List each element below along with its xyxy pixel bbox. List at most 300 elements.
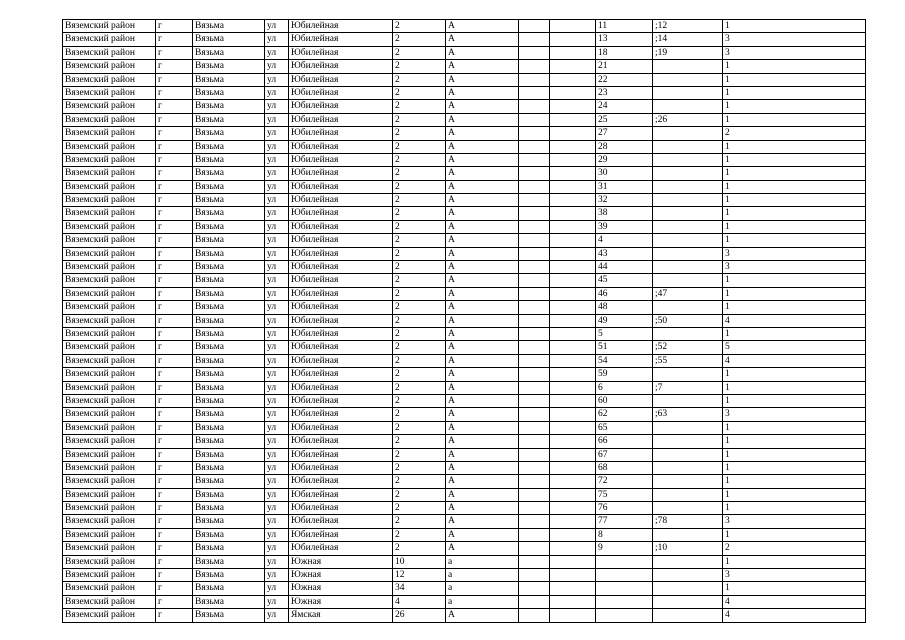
cell-street-type: ул <box>265 60 289 73</box>
cell-street: Юбилейная <box>289 274 393 287</box>
cell-structure <box>550 609 596 622</box>
cell-apartment-extra <box>653 475 723 488</box>
cell-building <box>519 73 550 86</box>
cell-building <box>519 33 550 46</box>
cell-district: Вяземский район <box>63 569 156 582</box>
cell-apartment <box>596 609 653 622</box>
cell-house: 2 <box>393 475 446 488</box>
cell-apartment: 27 <box>596 127 653 140</box>
cell-apartment: 38 <box>596 207 653 220</box>
cell-settlement-type: г <box>156 274 193 287</box>
cell-house: 26 <box>393 609 446 622</box>
cell-building <box>519 542 550 555</box>
cell-street-type: ул <box>265 140 289 153</box>
cell-structure <box>550 46 596 59</box>
cell-structure <box>550 60 596 73</box>
cell-apartment: 77 <box>596 515 653 528</box>
cell-house: 2 <box>393 153 446 166</box>
cell-settlement-type: г <box>156 381 193 394</box>
cell-settlement-type: г <box>156 113 193 126</box>
cell-letter: А <box>446 528 519 541</box>
cell-building <box>519 274 550 287</box>
cell-settlement-type: г <box>156 475 193 488</box>
cell-letter: А <box>446 220 519 233</box>
cell-building <box>519 408 550 421</box>
cell-apartment-extra <box>653 153 723 166</box>
cell-settlement-type: г <box>156 394 193 407</box>
cell-street: Юбилейная <box>289 542 393 555</box>
cell-house: 2 <box>393 341 446 354</box>
cell-apartment: 5 <box>596 327 653 340</box>
cell-street-type: ул <box>265 502 289 515</box>
table-row <box>63 261 866 274</box>
cell-letter: А <box>446 127 519 140</box>
cell-settlement: Вязьма <box>193 327 265 340</box>
cell-apartment: 68 <box>596 461 653 474</box>
cell-count: 1 <box>723 528 866 541</box>
cell-settlement-type: г <box>156 247 193 260</box>
cell-street: Юбилейная <box>289 421 393 434</box>
cell-structure <box>550 461 596 474</box>
cell-street: Юбилейная <box>289 220 393 233</box>
cell-house: 2 <box>393 314 446 327</box>
cell-street-type: ул <box>265 20 289 33</box>
cell-apartment-extra <box>653 207 723 220</box>
cell-street-type: ул <box>265 341 289 354</box>
cell-house: 2 <box>393 542 446 555</box>
cell-letter: А <box>446 354 519 367</box>
cell-letter: А <box>446 167 519 180</box>
cell-house: 2 <box>393 301 446 314</box>
cell-building <box>519 421 550 434</box>
cell-apartment <box>596 582 653 595</box>
cell-letter: А <box>446 448 519 461</box>
cell-count: 1 <box>723 220 866 233</box>
table-row <box>63 194 866 207</box>
cell-street: Ямская <box>289 609 393 622</box>
cell-district: Вяземский район <box>63 274 156 287</box>
cell-structure <box>550 314 596 327</box>
cell-district: Вяземский район <box>63 86 156 99</box>
cell-settlement-type: г <box>156 20 193 33</box>
cell-street-type: ул <box>265 301 289 314</box>
table-row <box>63 60 866 73</box>
cell-apartment-extra <box>653 368 723 381</box>
cell-district: Вяземский район <box>63 354 156 367</box>
cell-settlement-type: г <box>156 261 193 274</box>
table-row <box>63 153 866 166</box>
cell-building <box>519 194 550 207</box>
cell-building <box>519 354 550 367</box>
cell-structure <box>550 595 596 608</box>
cell-street: Юбилейная <box>289 394 393 407</box>
cell-street-type: ул <box>265 595 289 608</box>
cell-structure <box>550 287 596 300</box>
cell-settlement: Вязьма <box>193 515 265 528</box>
cell-settlement-type: г <box>156 194 193 207</box>
cell-apartment: 30 <box>596 167 653 180</box>
cell-street: Южная <box>289 595 393 608</box>
cell-count: 1 <box>723 234 866 247</box>
cell-building <box>519 261 550 274</box>
address-table <box>62 19 866 623</box>
cell-count: 4 <box>723 354 866 367</box>
cell-settlement: Вязьма <box>193 86 265 99</box>
cell-apartment-extra <box>653 555 723 568</box>
cell-house: 2 <box>393 73 446 86</box>
cell-settlement: Вязьма <box>193 609 265 622</box>
cell-structure <box>550 127 596 140</box>
cell-structure <box>550 394 596 407</box>
cell-district: Вяземский район <box>63 100 156 113</box>
cell-apartment-extra <box>653 461 723 474</box>
cell-structure <box>550 140 596 153</box>
cell-street-type: ул <box>265 368 289 381</box>
cell-settlement-type: г <box>156 287 193 300</box>
cell-apartment: 28 <box>596 140 653 153</box>
cell-apartment: 23 <box>596 86 653 99</box>
cell-count: 4 <box>723 609 866 622</box>
table-row <box>63 274 866 287</box>
cell-district: Вяземский район <box>63 46 156 59</box>
cell-house: 2 <box>393 327 446 340</box>
cell-district: Вяземский район <box>63 180 156 193</box>
cell-count: 1 <box>723 20 866 33</box>
cell-letter: А <box>446 542 519 555</box>
cell-settlement: Вязьма <box>193 582 265 595</box>
cell-structure <box>550 515 596 528</box>
table-row <box>63 167 866 180</box>
cell-structure <box>550 381 596 394</box>
cell-apartment-extra: ;7 <box>653 381 723 394</box>
cell-apartment: 9 <box>596 542 653 555</box>
table-row <box>63 247 866 260</box>
cell-settlement-type: г <box>156 301 193 314</box>
table-row <box>63 46 866 59</box>
table-row <box>63 301 866 314</box>
cell-building <box>519 435 550 448</box>
cell-settlement-type: г <box>156 595 193 608</box>
cell-count: 1 <box>723 86 866 99</box>
cell-street: Юбилейная <box>289 528 393 541</box>
cell-count: 1 <box>723 327 866 340</box>
cell-building <box>519 368 550 381</box>
cell-settlement: Вязьма <box>193 287 265 300</box>
cell-structure <box>550 528 596 541</box>
cell-count: 3 <box>723 261 866 274</box>
cell-house: 2 <box>393 60 446 73</box>
cell-street: Южная <box>289 555 393 568</box>
cell-settlement-type: г <box>156 542 193 555</box>
cell-district: Вяземский район <box>63 609 156 622</box>
cell-settlement: Вязьма <box>193 354 265 367</box>
cell-letter: А <box>446 327 519 340</box>
cell-building <box>519 100 550 113</box>
cell-house: 4 <box>393 595 446 608</box>
cell-street-type: ул <box>265 569 289 582</box>
cell-district: Вяземский район <box>63 314 156 327</box>
cell-settlement: Вязьма <box>193 274 265 287</box>
cell-settlement-type: г <box>156 140 193 153</box>
cell-count: 1 <box>723 488 866 501</box>
cell-street: Юбилейная <box>289 408 393 421</box>
cell-building <box>519 234 550 247</box>
cell-apartment-extra <box>653 127 723 140</box>
cell-apartment: 24 <box>596 100 653 113</box>
cell-apartment-extra <box>653 394 723 407</box>
cell-apartment: 48 <box>596 301 653 314</box>
cell-building <box>519 381 550 394</box>
cell-letter: А <box>446 100 519 113</box>
cell-settlement: Вязьма <box>193 180 265 193</box>
cell-street: Юбилейная <box>289 113 393 126</box>
cell-letter: А <box>446 381 519 394</box>
cell-building <box>519 461 550 474</box>
cell-apartment-extra: ;55 <box>653 354 723 367</box>
cell-street-type: ул <box>265 194 289 207</box>
cell-structure <box>550 582 596 595</box>
cell-house: 2 <box>393 167 446 180</box>
cell-house: 2 <box>393 274 446 287</box>
cell-settlement-type: г <box>156 555 193 568</box>
cell-district: Вяземский район <box>63 448 156 461</box>
cell-structure <box>550 167 596 180</box>
cell-structure <box>550 421 596 434</box>
cell-district: Вяземский район <box>63 555 156 568</box>
cell-street-type: ул <box>265 274 289 287</box>
cell-count: 3 <box>723 247 866 260</box>
cell-apartment: 62 <box>596 408 653 421</box>
cell-district: Вяземский район <box>63 234 156 247</box>
cell-house: 2 <box>393 86 446 99</box>
cell-settlement: Вязьма <box>193 194 265 207</box>
cell-building <box>519 220 550 233</box>
table-row <box>63 448 866 461</box>
cell-street-type: ул <box>265 127 289 140</box>
cell-house: 2 <box>393 515 446 528</box>
cell-settlement-type: г <box>156 569 193 582</box>
cell-count: 4 <box>723 314 866 327</box>
cell-settlement: Вязьма <box>193 220 265 233</box>
cell-street-type: ул <box>265 73 289 86</box>
cell-structure <box>550 475 596 488</box>
cell-settlement: Вязьма <box>193 73 265 86</box>
cell-settlement-type: г <box>156 327 193 340</box>
cell-street: Юбилейная <box>289 301 393 314</box>
table-row <box>63 515 866 528</box>
cell-building <box>519 475 550 488</box>
table-row <box>63 528 866 541</box>
cell-district: Вяземский район <box>63 542 156 555</box>
table-row <box>63 113 866 126</box>
cell-street-type: ул <box>265 582 289 595</box>
cell-structure <box>550 555 596 568</box>
table-row <box>63 287 866 300</box>
cell-house: 34 <box>393 582 446 595</box>
cell-settlement-type: г <box>156 341 193 354</box>
cell-structure <box>550 448 596 461</box>
cell-apartment-extra: ;10 <box>653 542 723 555</box>
table-row <box>63 542 866 555</box>
cell-house: 2 <box>393 247 446 260</box>
cell-street: Юбилейная <box>289 488 393 501</box>
cell-count: 1 <box>723 140 866 153</box>
cell-letter: А <box>446 140 519 153</box>
cell-count: 1 <box>723 274 866 287</box>
cell-street: Юбилейная <box>289 20 393 33</box>
cell-building <box>519 153 550 166</box>
cell-building <box>519 180 550 193</box>
table-row <box>63 421 866 434</box>
cell-apartment: 6 <box>596 381 653 394</box>
cell-settlement: Вязьма <box>193 408 265 421</box>
cell-street-type: ул <box>265 555 289 568</box>
cell-building <box>519 327 550 340</box>
cell-settlement: Вязьма <box>193 569 265 582</box>
cell-building <box>519 515 550 528</box>
cell-structure <box>550 20 596 33</box>
cell-letter: А <box>446 274 519 287</box>
table-row <box>63 609 866 622</box>
cell-settlement: Вязьма <box>193 207 265 220</box>
cell-house: 2 <box>393 461 446 474</box>
cell-house: 2 <box>393 502 446 515</box>
cell-apartment <box>596 569 653 582</box>
cell-letter: А <box>446 502 519 515</box>
cell-building <box>519 60 550 73</box>
cell-street-type: ул <box>265 609 289 622</box>
table-row <box>63 354 866 367</box>
cell-district: Вяземский район <box>63 301 156 314</box>
cell-apartment: 59 <box>596 368 653 381</box>
cell-apartment-extra: ;63 <box>653 408 723 421</box>
cell-structure <box>550 33 596 46</box>
cell-structure <box>550 194 596 207</box>
cell-settlement: Вязьма <box>193 488 265 501</box>
cell-letter: А <box>446 461 519 474</box>
cell-count: 1 <box>723 475 866 488</box>
cell-letter: А <box>446 301 519 314</box>
cell-apartment: 4 <box>596 234 653 247</box>
cell-letter: А <box>446 314 519 327</box>
cell-letter: А <box>446 515 519 528</box>
cell-house: 12 <box>393 569 446 582</box>
cell-street-type: ул <box>265 421 289 434</box>
cell-settlement-type: г <box>156 314 193 327</box>
cell-settlement-type: г <box>156 33 193 46</box>
cell-street: Юбилейная <box>289 435 393 448</box>
cell-apartment: 18 <box>596 46 653 59</box>
cell-district: Вяземский район <box>63 461 156 474</box>
cell-street: Юбилейная <box>289 234 393 247</box>
cell-street-type: ул <box>265 46 289 59</box>
cell-street: Юбилейная <box>289 381 393 394</box>
cell-settlement-type: г <box>156 234 193 247</box>
cell-structure <box>550 86 596 99</box>
cell-settlement-type: г <box>156 354 193 367</box>
cell-settlement: Вязьма <box>193 341 265 354</box>
cell-district: Вяземский район <box>63 341 156 354</box>
cell-street-type: ул <box>265 394 289 407</box>
cell-settlement: Вязьма <box>193 448 265 461</box>
cell-street: Юбилейная <box>289 194 393 207</box>
table-row <box>63 368 866 381</box>
cell-district: Вяземский район <box>63 73 156 86</box>
cell-count: 2 <box>723 127 866 140</box>
cell-count: 1 <box>723 100 866 113</box>
cell-settlement-type: г <box>156 368 193 381</box>
cell-street-type: ул <box>265 448 289 461</box>
cell-house: 2 <box>393 194 446 207</box>
cell-district: Вяземский район <box>63 515 156 528</box>
cell-letter: А <box>446 73 519 86</box>
cell-street: Южная <box>289 569 393 582</box>
cell-apartment: 72 <box>596 475 653 488</box>
cell-house: 2 <box>393 100 446 113</box>
cell-structure <box>550 247 596 260</box>
cell-building <box>519 609 550 622</box>
cell-structure <box>550 327 596 340</box>
cell-house: 2 <box>393 127 446 140</box>
cell-street: Юбилейная <box>289 502 393 515</box>
cell-apartment-extra <box>653 435 723 448</box>
cell-apartment: 60 <box>596 394 653 407</box>
cell-count: 3 <box>723 33 866 46</box>
cell-settlement: Вязьма <box>193 595 265 608</box>
cell-apartment-extra <box>653 609 723 622</box>
cell-apartment-extra <box>653 261 723 274</box>
cell-street-type: ул <box>265 475 289 488</box>
cell-building <box>519 448 550 461</box>
cell-district: Вяземский район <box>63 247 156 260</box>
cell-district: Вяземский район <box>63 595 156 608</box>
cell-settlement: Вязьма <box>193 100 265 113</box>
cell-letter: а <box>446 595 519 608</box>
cell-street: Юбилейная <box>289 86 393 99</box>
cell-street: Юбилейная <box>289 314 393 327</box>
cell-district: Вяземский район <box>63 113 156 126</box>
cell-house: 2 <box>393 261 446 274</box>
cell-street: Юбилейная <box>289 327 393 340</box>
cell-street: Юбилейная <box>289 207 393 220</box>
cell-structure <box>550 73 596 86</box>
cell-street-type: ул <box>265 354 289 367</box>
cell-apartment: 65 <box>596 421 653 434</box>
cell-street: Юбилейная <box>289 247 393 260</box>
cell-count: 1 <box>723 287 866 300</box>
cell-district: Вяземский район <box>63 421 156 434</box>
cell-letter: А <box>446 234 519 247</box>
cell-street: Юбилейная <box>289 461 393 474</box>
cell-street: Юбилейная <box>289 475 393 488</box>
cell-district: Вяземский район <box>63 488 156 501</box>
cell-settlement-type: г <box>156 86 193 99</box>
cell-settlement: Вязьма <box>193 475 265 488</box>
cell-district: Вяземский район <box>63 381 156 394</box>
table-body <box>63 20 866 623</box>
cell-apartment: 51 <box>596 341 653 354</box>
cell-settlement-type: г <box>156 100 193 113</box>
cell-apartment: 54 <box>596 354 653 367</box>
cell-count: 1 <box>723 502 866 515</box>
cell-street-type: ул <box>265 167 289 180</box>
cell-settlement-type: г <box>156 73 193 86</box>
cell-street: Юбилейная <box>289 140 393 153</box>
cell-apartment-extra <box>653 100 723 113</box>
cell-apartment-extra: ;50 <box>653 314 723 327</box>
cell-street: Юбилейная <box>289 354 393 367</box>
cell-settlement: Вязьма <box>193 421 265 434</box>
